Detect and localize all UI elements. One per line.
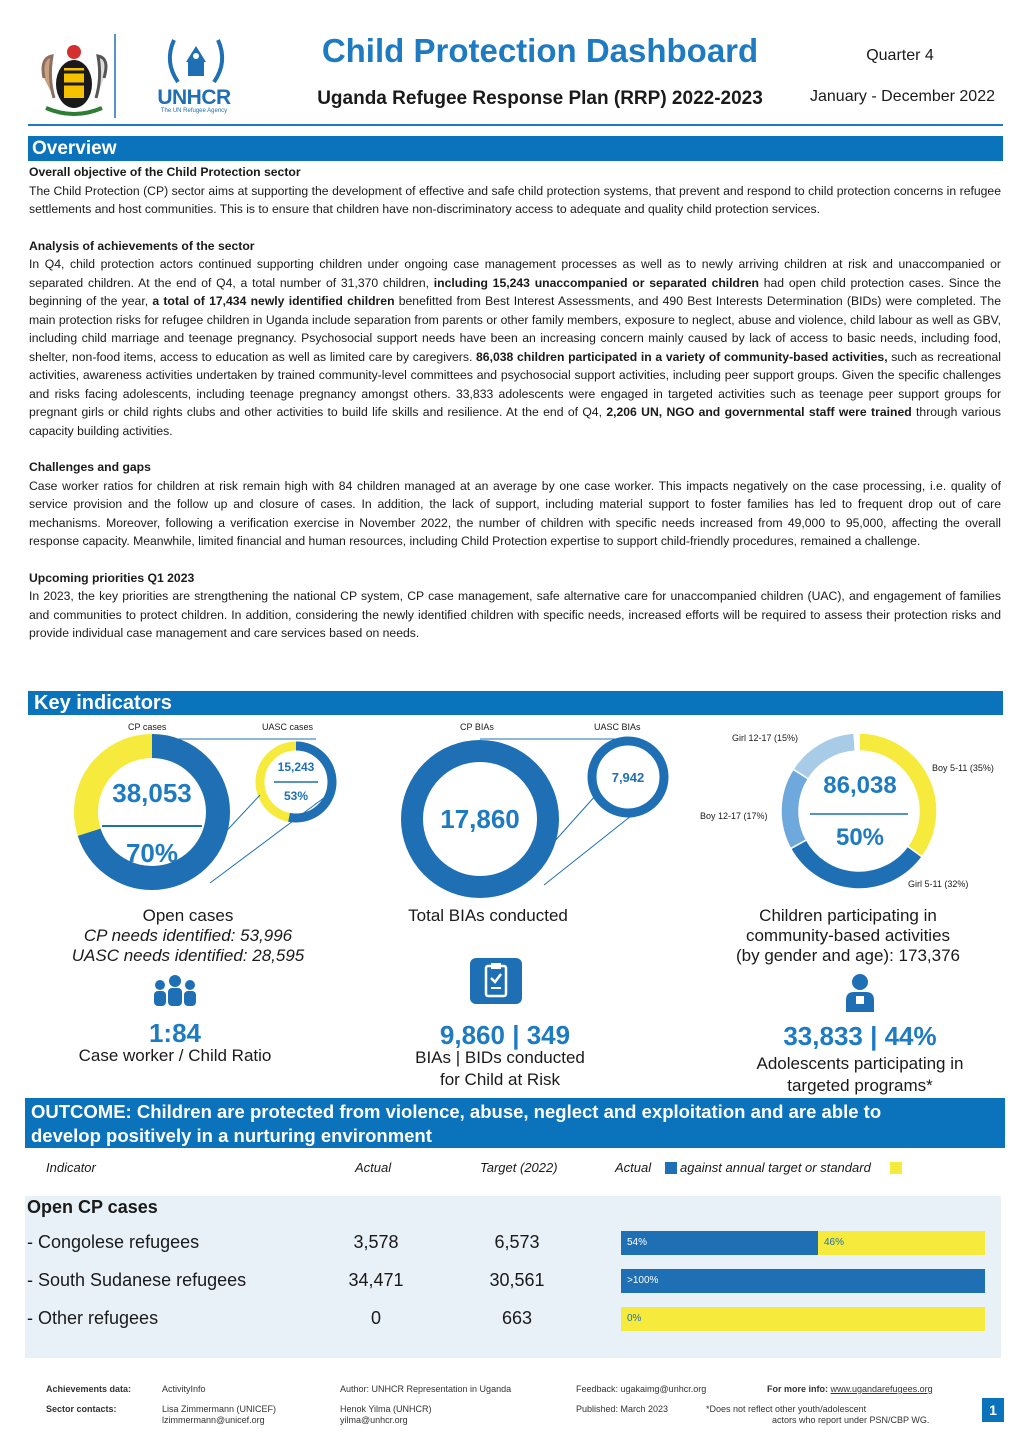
objective-text: The Child Protection (CP) sector aims at supporting the development of effective and safe child protection systems, that prevent and respond to child protection concerns in refugee settlements and host communities. This is to ensure that children have non-discriminatory access to adequate and quality child protection services.: [29, 183, 1001, 216]
progress-gap: 46%: [818, 1231, 985, 1255]
community-line1: Children participating in: [759, 906, 937, 925]
footer-published: Published: March 2023: [576, 1404, 669, 1414]
unhcr-emblem-icon: [158, 32, 234, 90]
adolescent-person-icon: [842, 972, 878, 1014]
uasc-bias-label: UASC BIAs: [594, 722, 641, 732]
footer-feedback[interactable]: Feedback: ugakaimg@unhcr.org: [576, 1384, 707, 1394]
girl-12-17-label: Girl 12-17 (15%): [732, 733, 799, 743]
progress-actual: >100%: [621, 1269, 985, 1293]
footer-ach-label: Achievements data:: [46, 1384, 132, 1394]
total-bias-label: Total BIAs conducted: [408, 906, 568, 925]
girl-5-11-label: Girl 5-11 (32%): [908, 879, 969, 889]
section-open-cp-cases: Open CP cases: [27, 1197, 158, 1217]
period-label: January - December 2022: [810, 88, 995, 105]
header-divider: [28, 124, 1003, 126]
bias-bids-line2: for Child at Risk: [440, 1070, 560, 1089]
page-number: 1: [982, 1398, 1004, 1422]
uasc-value: 15,243: [277, 760, 315, 774]
row-target: 663: [501, 1308, 533, 1328]
col-target: Target (2022): [480, 1160, 558, 1175]
footer-sector-contact: Lisa Zimmermann (UNICEF) lzimmermann@unicef.org: [162, 1404, 277, 1425]
logo-area: [36, 28, 236, 120]
challenges-heading: Challenges and gaps: [29, 460, 151, 474]
key-indicators-heading: Key indicators: [28, 691, 1003, 715]
row-target: 6,573: [494, 1232, 540, 1252]
footer-note: *Does not reflect other youth/adolescent actors who report under PSN/CBP WG.: [706, 1404, 930, 1425]
uasc-percent: 53%: [283, 789, 309, 803]
legend-target-swatch: [890, 1162, 902, 1174]
open-cases-chart: [20, 715, 350, 905]
uasc-bias-value: 7,942: [611, 770, 645, 785]
footer-author-contact: Henok Yilma (UNHCR) yilma@unhcr.org: [340, 1404, 432, 1425]
page-title: Child Protection Dashboard: [321, 32, 759, 69]
overview-text: [29, 163, 1001, 643]
legend-actual-label: Actual: [615, 1160, 652, 1175]
group-people-icon: [150, 974, 200, 1008]
row-target: 30,561: [489, 1270, 545, 1290]
analysis-heading: Analysis of achievements of the sector: [29, 238, 255, 253]
cp-cases-label: CP cases: [128, 722, 167, 732]
footer-more-info: For more info: www.ugandarefugees.org: [767, 1384, 933, 1394]
unhcr-logo-text: UNHCR: [157, 86, 231, 109]
row-label: - Other refugees: [27, 1308, 159, 1328]
footer-author: Author: UNHCR Representation in Uganda: [340, 1384, 512, 1394]
open-cases-label: Open cases: [142, 906, 234, 925]
col-actual: Actual: [355, 1160, 392, 1175]
col-indicator: Indicator: [46, 1160, 96, 1175]
analysis-text: In Q4, child protection actors continued supporting children under ongoing case management processes as well as to newly arriving children at risk and unaccompanied or separated children. At the end of Q4, a total number of 31,370 children, including 15,243 unaccompanied or separated children had open child protection cases. Since the beginning of the year, a total of 17,434 newly identified children benefitted from Best Interest Assessments, and 490 Best Interests Determination (BIDs) were completed. The main protection risks for refugee children in Uganda include separation from parents or other family members, exposure to neglect, abuse and violence, child labour as well as GBV, including child marriage and teenage pregnancy. Psychosocial support needs have been an increasing concern mainly caused by lack of access to basic needs, including food, shelter, non-food items, access to education as well as limited care by caregivers. 86,038 children participated in a variety of community-based activities, such as recreational activities, awareness activities undertaken by trained community-level committees and psychosocial support activities, including peer support groups. Given the specific challenges and risks facing adolescents, including teenage pregnancy amongst others. 33,833 adolescents were engaged in targeted activities such as teenage peer support groups for pregnant girls or child rights clubs and other activities to build life skills and resilience. At the end of Q4, 2,206 UN, NGO and governmental staff were trained through various capacity building activities.: [29, 257, 1001, 438]
page-subtitle: Uganda Refugee Response Plan (RRP) 2022-2023: [317, 88, 763, 109]
bias-value: 17,860: [440, 804, 520, 834]
community-line3: (by gender and age): 173,376: [735, 946, 960, 965]
legend-actual-swatch: [665, 1162, 677, 1174]
bias-bids-line1: BIAs | BIDs conducted: [415, 1048, 585, 1067]
more-info-link[interactable]: www.ugandarefugees.org: [830, 1384, 933, 1394]
priorities-text: In 2023, the key priorities are strengthening the national CP system, CP case management, safe alternative care for unaccompanied children (UAC), and engagement of families and communities to protect children. In addition, considering the newly identified children with specific needs, increased efforts will be required to assess their protection risks and provide individual case management and care services based on needs.: [29, 589, 1001, 640]
row-actual: 34,471: [348, 1270, 404, 1290]
progress-gap: 0%: [621, 1307, 985, 1331]
adolescents-line2: targeted programs*: [787, 1076, 933, 1095]
community-value: 86,038: [823, 772, 897, 799]
footer-sector-label: Sector contacts:: [46, 1404, 117, 1414]
boy-5-11-label: Boy 5-11 (35%): [932, 763, 994, 773]
challenges-text: Case worker ratios for children at risk remain high with 84 children managed at an average by one case worker. This impacts negatively on the case processing, i.e. quality of service provision and the follow up and closure of cases. In addition, the lack of support, including material support to foster families has led to frequent drop out of care mechanisms. Moreover, following a verification exercise in November 2022, the number of children with specific needs increased from 49,000 to 95,000, affecting the overall response capacity. Meanwhile, limited financial and human resources, including Child Protection expertise to support child-friendly procedures, remained a challenge.: [29, 478, 1001, 548]
row-actual: 0: [370, 1308, 381, 1328]
quarter-label: Quarter 4: [866, 47, 934, 64]
bias-bids-value: 9,860 | 349: [439, 1020, 571, 1050]
cp-cases-value: 38,053: [112, 778, 192, 808]
row-label: - South Sudanese refugees: [27, 1270, 247, 1290]
community-percent: 50%: [835, 824, 885, 851]
community-chart: [770, 725, 950, 900]
unhcr-tagline: The UN Refugee Agency: [160, 108, 228, 114]
footer-ach-value: ActivityInfo: [162, 1384, 206, 1394]
cp-needs-label: CP needs identified: 53,996: [83, 926, 293, 945]
uasc-needs-label: UASC needs identified: 28,595: [71, 946, 305, 965]
uasc-cases-label: UASC cases: [262, 722, 314, 732]
cp-bias-label: CP BIAs: [460, 722, 494, 732]
community-line2: community-based activities: [745, 926, 951, 945]
ratio-label: Case worker / Child Ratio: [78, 1046, 272, 1065]
row-actual: 3,578: [353, 1232, 399, 1252]
clipboard-checklist-icon: [470, 958, 522, 1004]
adolescents-value: 33,833 | 44%: [783, 1021, 937, 1051]
progress-actual: 54%: [621, 1231, 818, 1255]
overview-heading: Overview: [28, 136, 1003, 161]
boy-12-17-label: Boy 12-17 (17%): [700, 811, 768, 821]
outcome-heading: OUTCOME: Children are protected from violence, abuse, neglect and exploitation and are able to develop positively in a nurturing environment: [25, 1098, 1005, 1148]
legend-target-label: against annual target or standard: [680, 1160, 871, 1175]
objective-heading: Overall objective of the Child Protection sector: [29, 165, 301, 179]
cp-cases-percent: 70%: [125, 838, 179, 868]
priorities-heading: Upcoming priorities Q1 2023: [29, 570, 195, 585]
ratio-value: 1:84: [148, 1018, 202, 1048]
adolescents-line1: Adolescents participating in: [756, 1054, 964, 1073]
row-label: - Congolese refugees: [27, 1232, 200, 1252]
